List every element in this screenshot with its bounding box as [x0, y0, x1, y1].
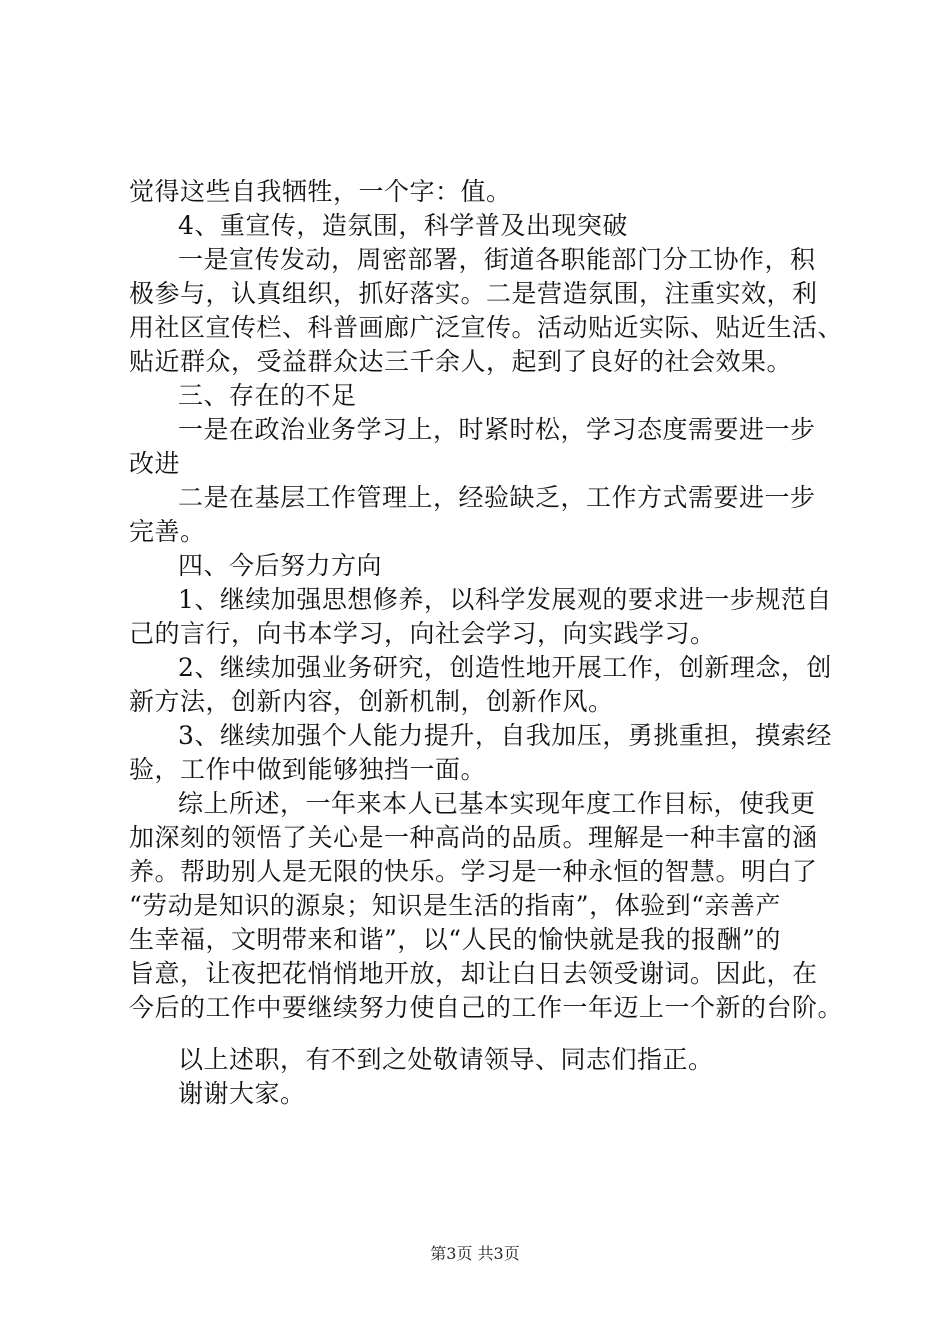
text-line: 极参与，认真组织，抓好落实。二是营造氛围，注重实效，利 [129, 279, 818, 308]
text-line: 贴近群众，受益群众达三千余人，起到了良好的社会效果。 [129, 347, 793, 376]
text-line: “劳动是知识的源泉；知识是生活的指南”，体验到“亲善产 [129, 891, 781, 920]
text-line: 2、继续加强业务研究，创造性地开展工作，创新理念，创 [178, 653, 832, 682]
text-line: 加深刻的领悟了关心是一种高尚的品质。理解是一种丰富的涵 [129, 823, 818, 852]
text-line: 生幸福，文明带来和谐”，以“人民的愉快就是我的报酬”的 [129, 925, 781, 954]
text-line: 验，工作中做到能够独挡一面。 [129, 755, 487, 784]
section-heading: 三、存在的不足 [178, 381, 357, 410]
text-line: 3、继续加强个人能力提升，自我加压，勇挑重担，摸索经 [178, 721, 832, 750]
text-line: 4、重宣传，造氛围，科学普及出现突破 [178, 211, 628, 240]
text-line: 一是在政治业务学习上，时紧时松，学习态度需要进一步 [178, 415, 816, 444]
text-line: 养。帮助别人是无限的快乐。学习是一种永恒的智慧。明白了 [129, 857, 818, 886]
text-line: 新方法，创新内容，创新机制，创新作风。 [129, 687, 614, 716]
text-line: 旨意，让夜把花悄悄地开放，却让白日去领受谢词。因此，在 [129, 959, 818, 988]
text-line: 用社区宣传栏、科普画廊广泛宣传。活动贴近实际、贴近生活、 [129, 313, 844, 342]
text-line: 今后的工作中要继续努力使自己的工作一年迈上一个新的台阶。 [129, 993, 844, 1022]
page-number-footer: 第3页 共3页 [430, 1244, 520, 1263]
text-line: 己的言行，向书本学习，向社会学习，向实践学习。 [129, 619, 716, 648]
text-line: 完善。 [129, 517, 206, 546]
closing-line: 谢谢大家。 [178, 1079, 306, 1108]
text-line: 1、继续加强思想修养，以科学发展观的要求进一步规范自 [178, 585, 832, 614]
text-line: 综上所述，一年来本人已基本实现年度工作目标，使我更 [178, 789, 816, 818]
text-line: 改进 [129, 449, 181, 478]
text-line: 一是宣传发动，周密部署，街道各职能部门分工协作，积 [178, 245, 816, 274]
section-heading: 四、今后努力方向 [178, 551, 383, 580]
text-line: 二是在基层工作管理上，经验缺乏，工作方式需要进一步 [178, 483, 816, 512]
text-line: 觉得这些自我牺牲，一个字：值。 [129, 177, 512, 206]
closing-line: 以上述职，有不到之处敬请领导、同志们指正。 [178, 1045, 714, 1074]
